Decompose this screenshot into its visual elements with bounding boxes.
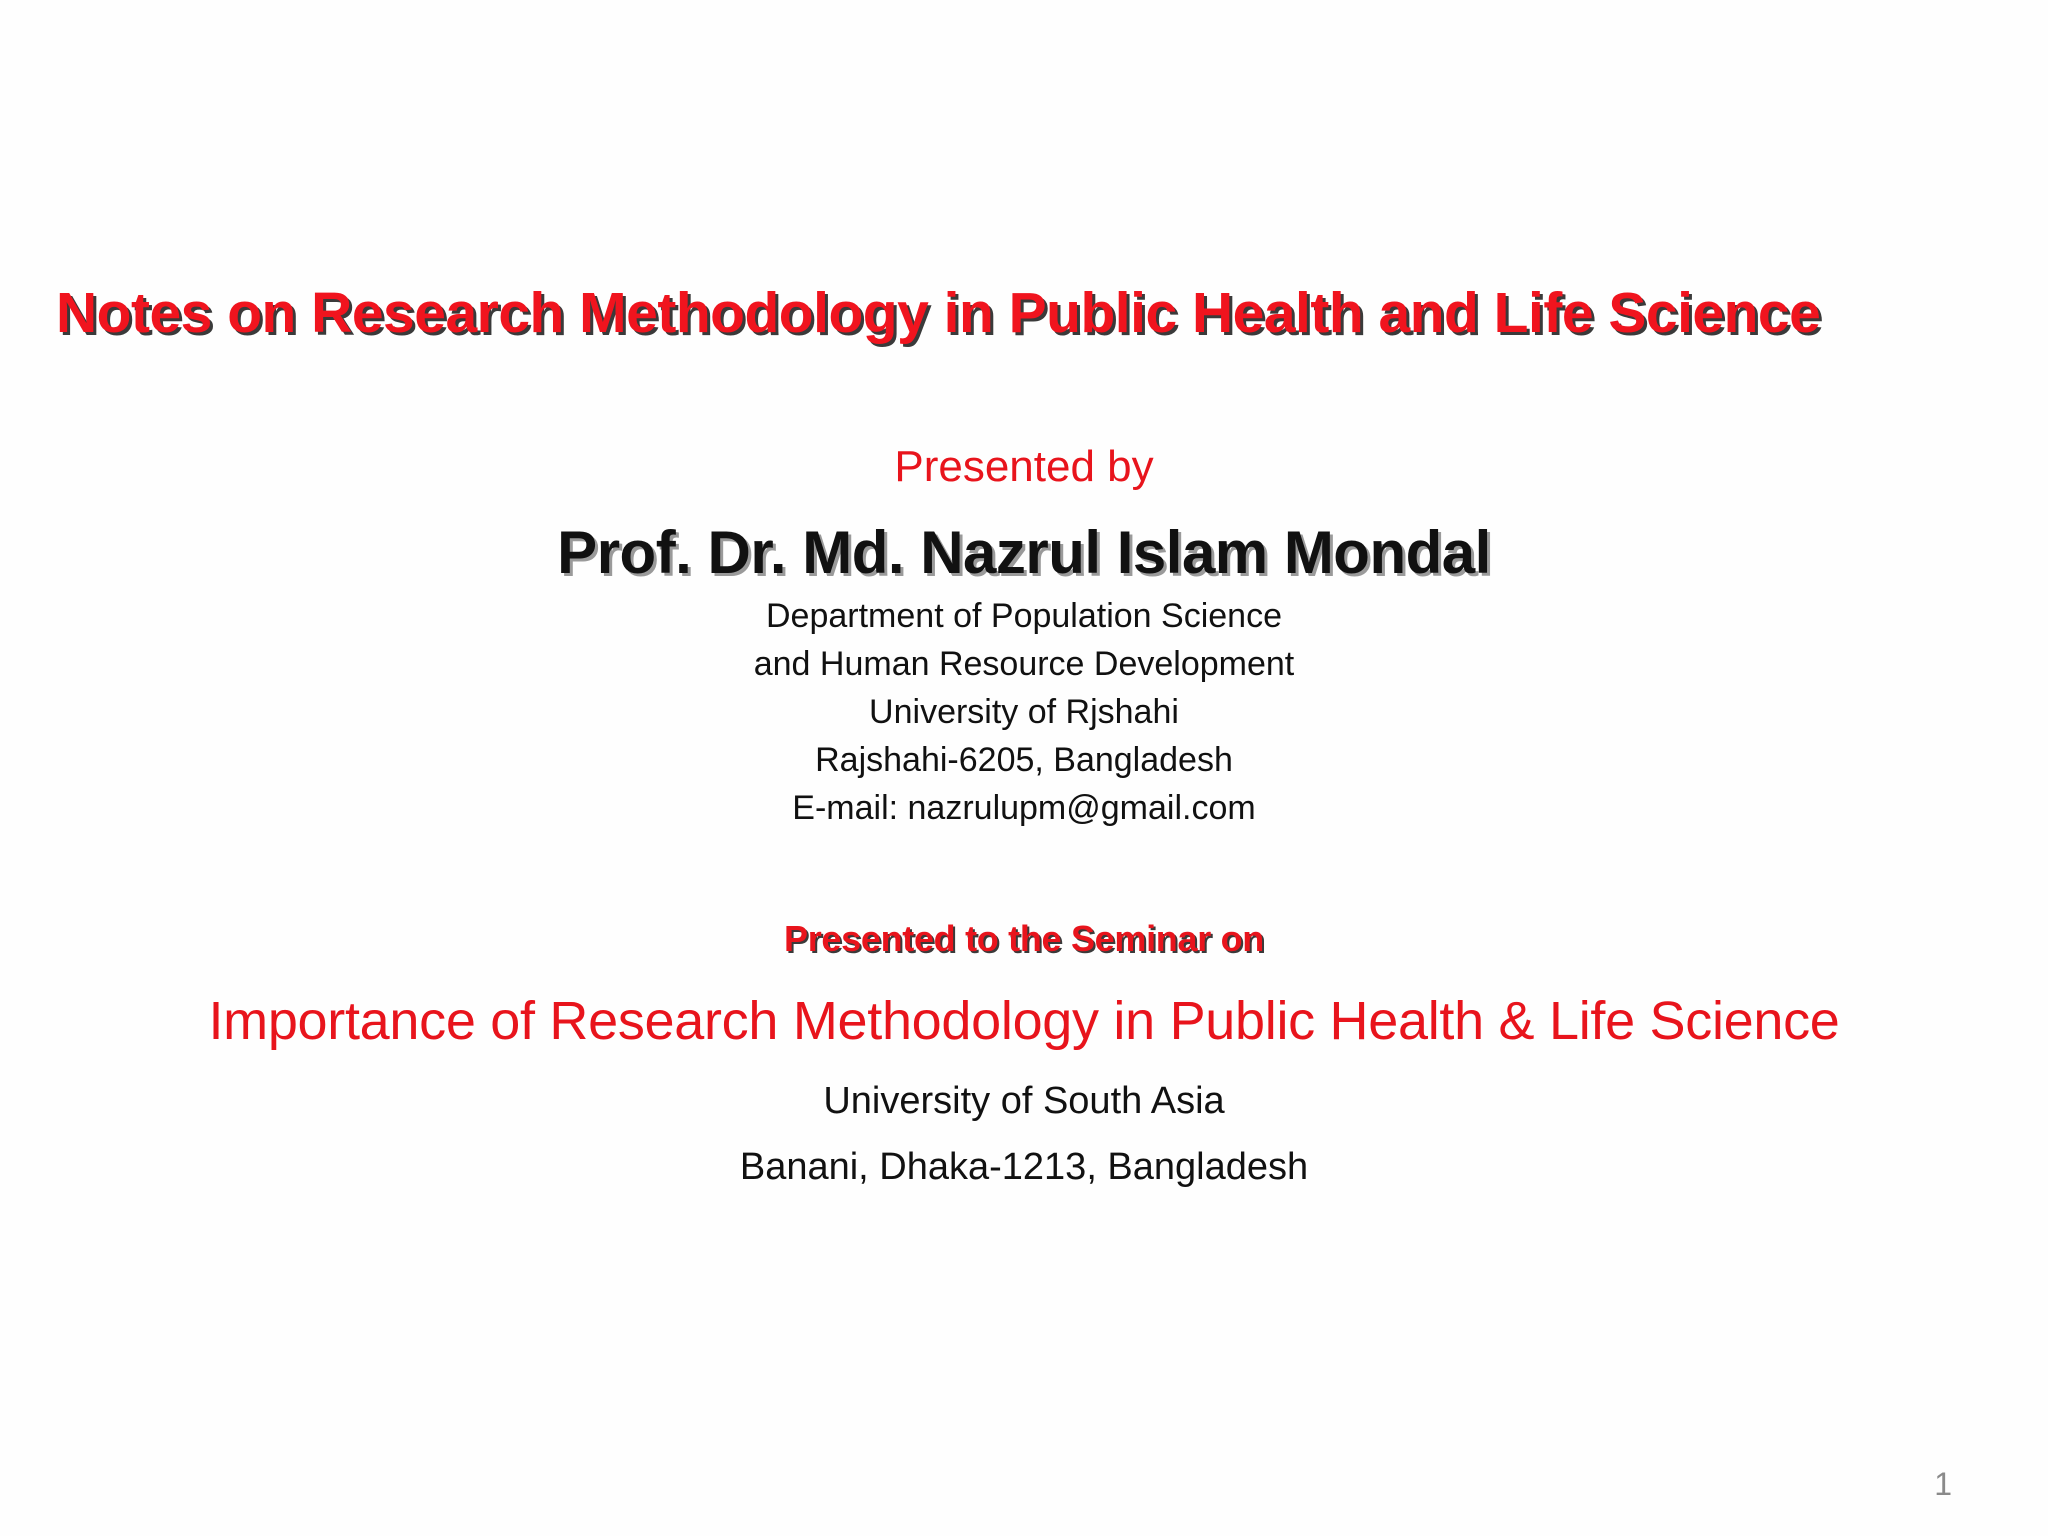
page-number: 1	[1934, 1466, 1952, 1502]
venue-address: Banani, Dhaka-1213, Bangladesh	[739, 1146, 1309, 1188]
presented-by-label: Presented by	[894, 442, 1154, 491]
affiliation-address: Rajshahi-6205, Bangladesh	[815, 741, 1233, 779]
seminar-title: Importance of Research Methodology in Public Health & Life Science	[208, 991, 1840, 1051]
author-affiliation	[0, 592, 2048, 832]
slide-title: Notes on Research Methodology in Public Health and Life Science	[56, 281, 1821, 345]
affiliation-email: E-mail: nazrulupm@gmail.com	[792, 789, 1256, 827]
venue-institution: University of South Asia	[823, 1080, 1225, 1122]
affiliation-university: University of Rjshahi	[869, 693, 1179, 731]
seminar-intro: Presented to the Seminar on	[783, 918, 1264, 959]
author-name: Prof. Dr. Md. Nazrul Islam Mondal	[557, 519, 1491, 586]
affiliation-department: Department of Population Science	[766, 597, 1282, 635]
affiliation-department-cont: and Human Resource Development	[753, 645, 1295, 683]
